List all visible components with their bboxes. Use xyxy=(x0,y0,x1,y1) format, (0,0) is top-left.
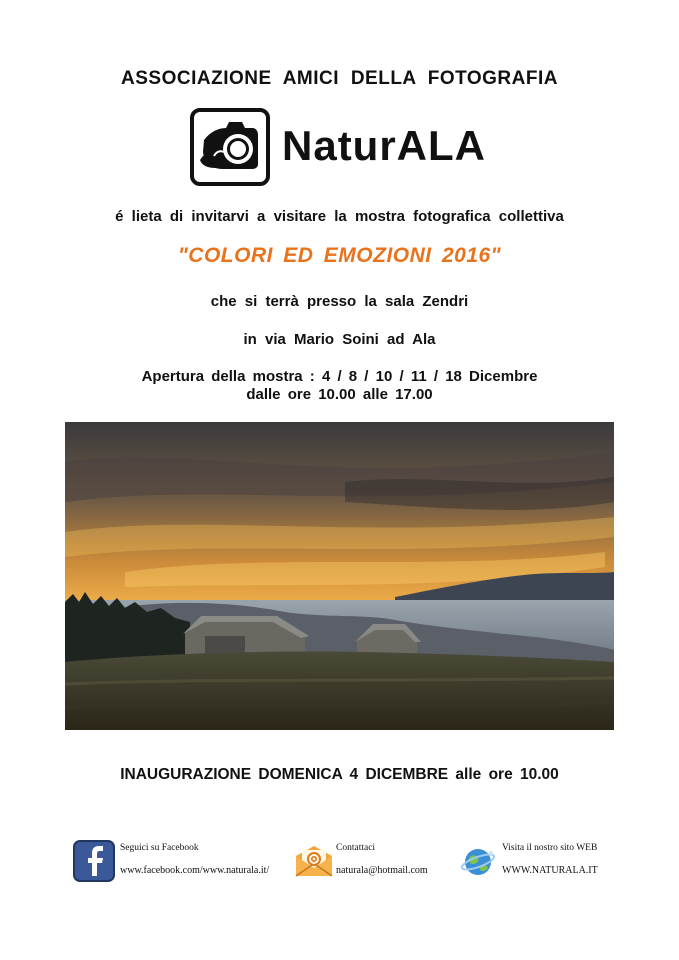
invite-text: é lieta di invitarvi a visitare la mostra fotografica collettiva xyxy=(115,208,564,225)
footer-website[interactable] xyxy=(458,838,618,886)
inauguration-text: INAUGURAZIONE DOMENICA 4 DICEMBRE alle ore 10.00 xyxy=(120,766,559,783)
website-label: Visita il nostro sito WEB xyxy=(502,843,598,853)
globe-icon[interactable] xyxy=(458,840,500,882)
venue-text: che si terrà presso la sala Zendri xyxy=(210,293,469,310)
footer-contact[interactable] xyxy=(293,838,443,886)
address-text: in via Mario Soini ad Ala xyxy=(243,331,436,348)
naturala-logo xyxy=(190,108,490,190)
association-name: ASSOCIAZIONE AMICI DELLA FOTOGRAFIA xyxy=(121,68,558,89)
mail-icon[interactable] xyxy=(293,840,335,882)
footer-facebook[interactable] xyxy=(73,838,273,886)
contact-label: Contattaci xyxy=(336,843,376,853)
facebook-icon[interactable] xyxy=(73,840,115,882)
contact-email[interactable]: naturala@hotmail.com xyxy=(336,865,428,876)
exhibition-title: "COLORI ED EMOZIONI 2016" xyxy=(177,244,502,267)
dates-text: Apertura della mostra : 4 / 8 / 10 / 11 / 18 Dicembre xyxy=(141,368,538,385)
logo-text: NaturALA xyxy=(282,122,486,169)
website-link[interactable]: WWW.NATURALA.IT xyxy=(502,865,598,876)
facebook-label: Seguici su Facebook xyxy=(120,843,199,853)
camera-logo-icon xyxy=(190,108,270,186)
hours-text: dalle ore 10.00 alle 17.00 xyxy=(246,386,433,403)
schedule-block xyxy=(0,368,679,404)
landscape-photo xyxy=(65,422,614,730)
facebook-link[interactable]: www.facebook.com/www.naturala.it/ xyxy=(120,865,270,876)
